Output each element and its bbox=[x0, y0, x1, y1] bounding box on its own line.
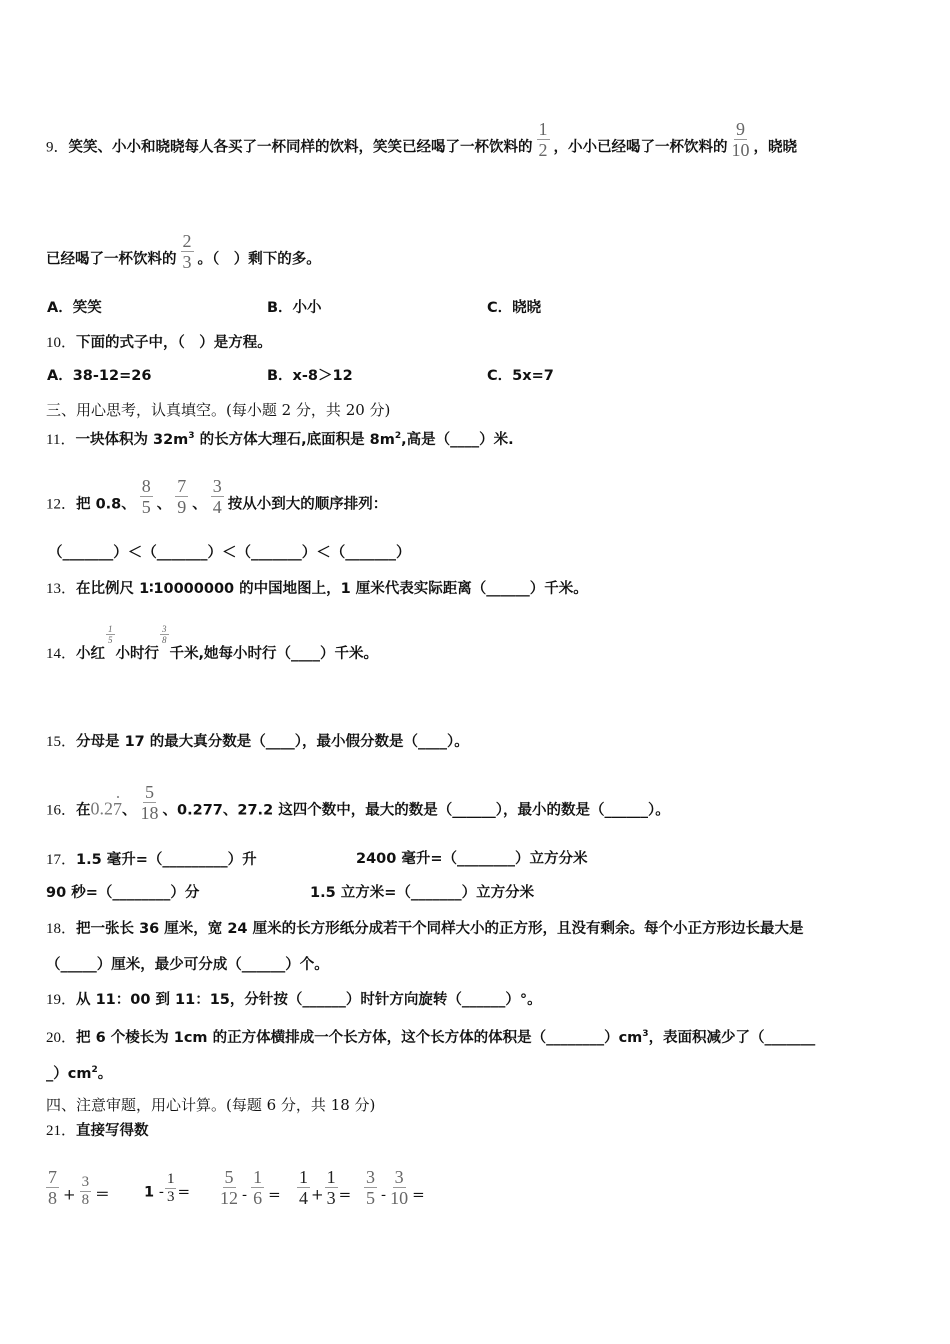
question-number: 16． bbox=[46, 802, 77, 819]
expression-3 bbox=[216, 1167, 281, 1216]
fraction bbox=[390, 1167, 408, 1208]
superscript: 3 bbox=[642, 1029, 649, 1039]
denominator: 2 bbox=[538, 140, 548, 160]
fraction bbox=[211, 476, 224, 517]
denominator: 3 bbox=[182, 252, 192, 272]
question-number: 20． bbox=[46, 1030, 77, 1046]
question-18-line-1 bbox=[46, 918, 804, 939]
question-text: 下面的式子中，（ ）是方程。 bbox=[76, 335, 272, 351]
fraction bbox=[732, 119, 750, 160]
question-number: 14． bbox=[46, 646, 77, 662]
expression-5 bbox=[360, 1167, 425, 1216]
denominator: 6 bbox=[253, 1188, 263, 1208]
question-14 bbox=[46, 623, 379, 665]
question-text: 一块体积为 32m bbox=[75, 432, 189, 448]
question-text: 从 11：00 到 11：15，分针按（______）时针方向旋转（______）°。 bbox=[76, 992, 542, 1008]
question-16 bbox=[46, 782, 670, 831]
denominator: 5 bbox=[108, 634, 113, 645]
fraction bbox=[141, 782, 159, 823]
denominator: 9 bbox=[177, 497, 187, 517]
question-text: 分母是 17 的最大真分数是（____），最小假分数是（____）。 bbox=[76, 734, 469, 750]
fraction bbox=[537, 119, 550, 160]
repeating-decimal bbox=[91, 799, 123, 819]
expression-1 bbox=[42, 1167, 110, 1216]
question-text: 按从小到大的顺序排列： bbox=[227, 496, 388, 513]
question-number: 10． bbox=[46, 335, 77, 351]
question-9-line-2 bbox=[46, 231, 321, 280]
question-text: 在比例尺 1∶10000000 的中国地图上，1 厘米代表实际距离（______）千米。 bbox=[76, 581, 588, 597]
question-17-part-b: 2400 毫升=（________）立方分米 bbox=[356, 851, 588, 867]
numerator: 3 bbox=[212, 476, 222, 496]
equals: = bbox=[338, 1185, 352, 1204]
option-a[interactable]: A．笑笑 bbox=[47, 300, 102, 316]
question-number: 19． bbox=[46, 992, 77, 1008]
option-a[interactable]: A．38-12=26 bbox=[47, 368, 152, 384]
denominator: 18 bbox=[140, 803, 159, 823]
option-c[interactable]: C．晓晓 bbox=[487, 300, 542, 316]
fraction bbox=[46, 1167, 59, 1208]
option-b[interactable]: B．x-8＞12 bbox=[267, 368, 353, 384]
question-text: 把一张长 36 厘米，宽 24 厘米的长方形纸分成若干个同样大小的正方形，且没有剩余。每个小正方形边长最大是 bbox=[76, 921, 804, 937]
question-text: ，晓晓 bbox=[753, 139, 798, 156]
separator: 、 bbox=[122, 802, 137, 819]
question-text: ,高是（____）米. bbox=[401, 432, 514, 448]
denominator: 10 bbox=[731, 140, 750, 160]
denominator: 3 bbox=[166, 1189, 175, 1205]
question-10 bbox=[46, 332, 272, 353]
question-number: 18． bbox=[46, 921, 77, 937]
numerator: 1 bbox=[108, 623, 113, 634]
question-15 bbox=[46, 731, 469, 752]
operator: + bbox=[63, 1185, 76, 1204]
equals: = bbox=[177, 1182, 191, 1201]
numerator: 3 bbox=[162, 623, 167, 634]
operand: 1 bbox=[144, 1184, 155, 1201]
numerator: 5 bbox=[145, 782, 155, 802]
fraction bbox=[297, 1167, 310, 1208]
fraction bbox=[80, 1174, 92, 1209]
question-text: 笑笑、小小和晓晓每人各买了一杯同样的饮料，笑笑已经喝了一杯饮料的 bbox=[68, 139, 533, 156]
section-4-heading: 四、注意审题，用心计算。(每题 6 分，共 18 分) bbox=[46, 1096, 376, 1114]
numerator: 8 bbox=[141, 476, 151, 496]
numerator: 1 bbox=[538, 119, 548, 139]
question-text: 。（ ）剩下的多。 bbox=[197, 251, 321, 268]
numerator: 5 bbox=[224, 1167, 234, 1187]
separator: 、 bbox=[156, 496, 172, 513]
question-number: 15． bbox=[46, 734, 77, 750]
question-number: 21． bbox=[46, 1123, 77, 1139]
fraction bbox=[251, 1167, 264, 1208]
question-20-line-1 bbox=[46, 1024, 815, 1048]
question-text: 把 6 个棱长为 1cm 的正方体横排成一个长方体，这个长方体的体积是（________）cm bbox=[76, 1030, 643, 1046]
question-12 bbox=[46, 476, 388, 525]
fraction bbox=[181, 231, 194, 272]
question-17-part-c: 90 秒=（________）分 bbox=[46, 885, 200, 901]
numerator: 1 bbox=[326, 1167, 336, 1187]
expression-4 bbox=[296, 1167, 352, 1216]
equals: = bbox=[412, 1185, 425, 1204]
fraction bbox=[325, 1167, 338, 1208]
section-3-heading: 三、用心思考，认真填空。(每小题 2 分，共 20 分) bbox=[46, 401, 391, 419]
denominator: 10 bbox=[390, 1188, 409, 1208]
superscript: 2 bbox=[91, 1065, 98, 1075]
question-text: 已经喝了一杯饮料的 bbox=[46, 251, 177, 268]
denominator: 8 bbox=[48, 1188, 57, 1208]
expression-2 bbox=[144, 1171, 191, 1210]
question-number: 17． bbox=[46, 852, 77, 868]
question-12-answer-blanks: （_______）＜（_______）＜（_______）＜（_______） bbox=[48, 545, 411, 561]
denominator: 8 bbox=[162, 634, 167, 645]
question-17-part-d: 1.5 立方米=（_______）立方分米 bbox=[310, 885, 535, 901]
question-number: 13． bbox=[46, 581, 77, 597]
question-text: 1.5 毫升=（_________）升 bbox=[76, 852, 257, 868]
denominator: 5 bbox=[366, 1188, 375, 1208]
separator: 、 bbox=[192, 496, 207, 513]
question-9-line-1 bbox=[46, 119, 798, 168]
numerator: 9 bbox=[736, 119, 746, 139]
question-text: ，小小已经喝了一杯饮料的 bbox=[553, 139, 728, 156]
question-text: _）cm bbox=[46, 1066, 92, 1082]
denominator: 5 bbox=[141, 497, 151, 517]
numerator: 1 bbox=[253, 1167, 263, 1187]
equals: ＝ bbox=[95, 1187, 110, 1204]
operator: - bbox=[158, 1182, 164, 1201]
denominator: 4 bbox=[212, 497, 222, 517]
numerator: 3 bbox=[81, 1174, 90, 1190]
denominator: 12 bbox=[220, 1188, 238, 1208]
denominator: 8 bbox=[81, 1192, 90, 1208]
fraction bbox=[175, 476, 188, 517]
numerator: 3 bbox=[366, 1167, 375, 1187]
superscript: 2 bbox=[394, 431, 402, 441]
question-20-line-2 bbox=[46, 1060, 112, 1084]
question-text: 千米,她每小时行（____）千米。 bbox=[169, 646, 379, 662]
fraction bbox=[140, 476, 153, 517]
question-13 bbox=[46, 578, 588, 599]
decimal-part: 0.2 bbox=[90, 798, 114, 819]
numerator: 7 bbox=[177, 476, 187, 496]
fraction bbox=[220, 1167, 238, 1208]
decimal-part: · 7 bbox=[113, 799, 122, 819]
fraction bbox=[165, 1171, 177, 1206]
question-text: 的长方体大理石,底面积是 8m bbox=[194, 432, 395, 448]
question-number: 11． bbox=[46, 432, 76, 448]
question-text: 、0.277、27.2 这四个数中，最大的数是（______），最小的数是（______）。 bbox=[162, 802, 670, 819]
question-17-line-1 bbox=[46, 849, 257, 870]
numerator: 2 bbox=[182, 231, 192, 251]
operator: - bbox=[242, 1185, 248, 1204]
question-text: ，表面积减少了（_______ bbox=[648, 1030, 816, 1046]
question-text: 直接写得数 bbox=[76, 1123, 149, 1139]
question-11 bbox=[46, 426, 514, 450]
question-18-line-2: （_____）厘米，最少可分成（______）个。 bbox=[46, 957, 329, 973]
option-c[interactable]: C．5x=7 bbox=[487, 368, 554, 384]
question-21 bbox=[46, 1120, 149, 1141]
question-number: 12． bbox=[46, 496, 77, 513]
operator: + bbox=[311, 1185, 324, 1204]
operator: - bbox=[381, 1185, 387, 1204]
fraction bbox=[106, 624, 115, 645]
denominator: 3 bbox=[326, 1188, 336, 1208]
superscript: 3 bbox=[188, 431, 195, 441]
option-b[interactable]: B．小小 bbox=[267, 300, 322, 316]
fraction bbox=[160, 624, 169, 645]
question-text: 。 bbox=[97, 1066, 113, 1082]
question-text: 把 0.8、 bbox=[76, 496, 136, 513]
question-number: 9． bbox=[46, 139, 69, 156]
question-text: 小时行 bbox=[115, 646, 160, 662]
equals: = bbox=[268, 1185, 281, 1204]
numerator: 1 bbox=[166, 1171, 175, 1187]
question-text: 小红 bbox=[76, 646, 106, 662]
numerator: 1 bbox=[299, 1167, 308, 1187]
numerator: 3 bbox=[394, 1167, 404, 1187]
question-19 bbox=[46, 989, 542, 1010]
question-text: 在 bbox=[76, 802, 91, 819]
numerator: 7 bbox=[48, 1167, 57, 1187]
denominator: 4 bbox=[299, 1188, 308, 1208]
fraction bbox=[364, 1167, 377, 1208]
